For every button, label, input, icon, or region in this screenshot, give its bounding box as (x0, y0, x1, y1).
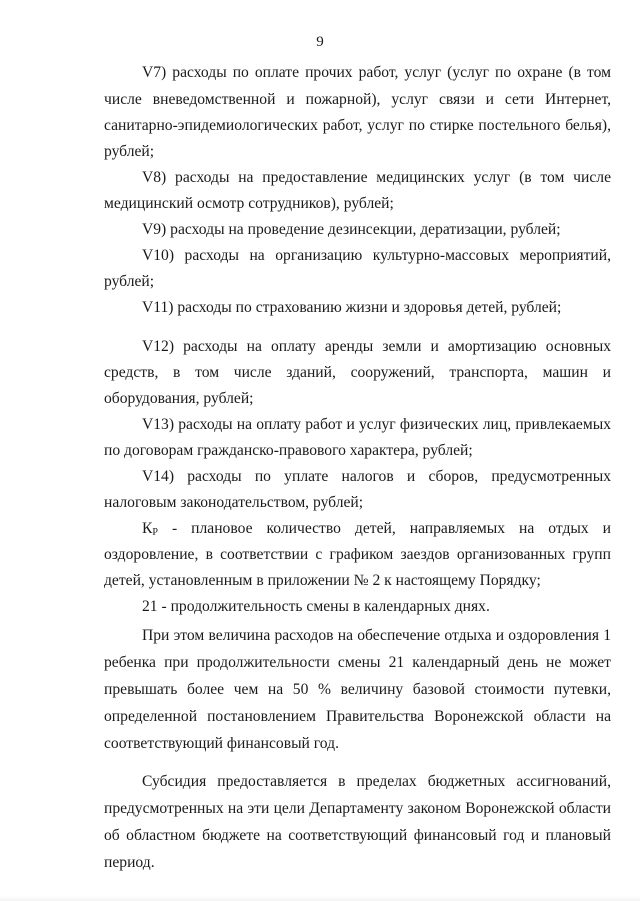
text-line-v9: V9) расходы на проведение дезинсекции, дератизации, рублей; (142, 221, 561, 238)
text-line: оборудования, рублей; (104, 390, 254, 407)
text-line: рублей; (104, 273, 155, 290)
scan-edge (0, 896, 640, 901)
text-line: рублей; (104, 143, 155, 160)
text-line-v10: V10) расходы на организацию культурно-массовых мероприятий, (142, 247, 611, 264)
text-line-v11: V11) расходы по страхованию жизни и здоровья детей, рублей; (142, 299, 562, 316)
text-line-v12: V12) расходы на оплату аренды земли и амортизацию основных (142, 338, 611, 355)
text-line: по договорам гражданско-правового характера, рублей; (104, 442, 473, 459)
text-line: средств, в том числе зданий, сооружений, транспорта, машин и (104, 364, 611, 381)
text-line: детей, установленным в приложении № 2 к настоящему Порядку; (104, 572, 541, 589)
text-line: числе вневедомственной и пожарной), услуг связи и сети Интернет, (104, 91, 611, 108)
text-line-v8: V8) расходы на предоставление медицинских услуг (в том числе (142, 169, 611, 186)
kp-description: - плановое количество детей, направляемых на отдых и (171, 520, 611, 537)
text-line-subsidy: Субсидия предоставляется в пределах бюджетных ассигнований, (142, 773, 611, 790)
text-line: превышать более чем на 50 % величину базовой стоимости путевки, (104, 681, 611, 698)
kp-symbol: $К_Р$ (142, 520, 158, 538)
text-line: налоговым законодательством, рублей; (104, 494, 364, 511)
text-line-kp (142, 519, 611, 543)
text-line: об областном бюджете на соответствующий финансовый год и плановый (104, 827, 611, 844)
page-number: 9 (316, 34, 324, 50)
text-line: определенной постановлением Правительства Воронежской области на (104, 708, 611, 725)
text-line: оздоровление, в соответствии с графиком заездов организованных групп (104, 546, 611, 563)
text-line: соответствующий финансовый год. (104, 735, 339, 752)
text-line-v13: V13) расходы на оплату работ и услуг физических лиц, привлекаемых (142, 416, 611, 433)
text-line: период. (104, 854, 155, 871)
text-line-v14: V14) расходы по уплате налогов и сборов, предусмотренных (142, 468, 611, 485)
text-line: ребенка при продолжительности смены 21 календарный день не может (104, 654, 611, 671)
text-line: санитарно-эпидемиологических работ, услуг по стирке постельного белья), (104, 117, 611, 134)
text-line: медицинский осмотр сотрудников), рублей; (104, 195, 394, 212)
text-line-paragraph: При этом величина расходов на обеспечение отдыха и оздоровления 1 (142, 627, 611, 644)
text-line-duration: 21 - продолжительность смены в календарных днях. (142, 598, 490, 615)
text-line: предусмотренных на эти цели Департаменту законом Воронежской области (104, 800, 611, 817)
text-line-v7: V7) расходы по оплате прочих работ, услуг (услуг по охране (в том (142, 64, 611, 81)
